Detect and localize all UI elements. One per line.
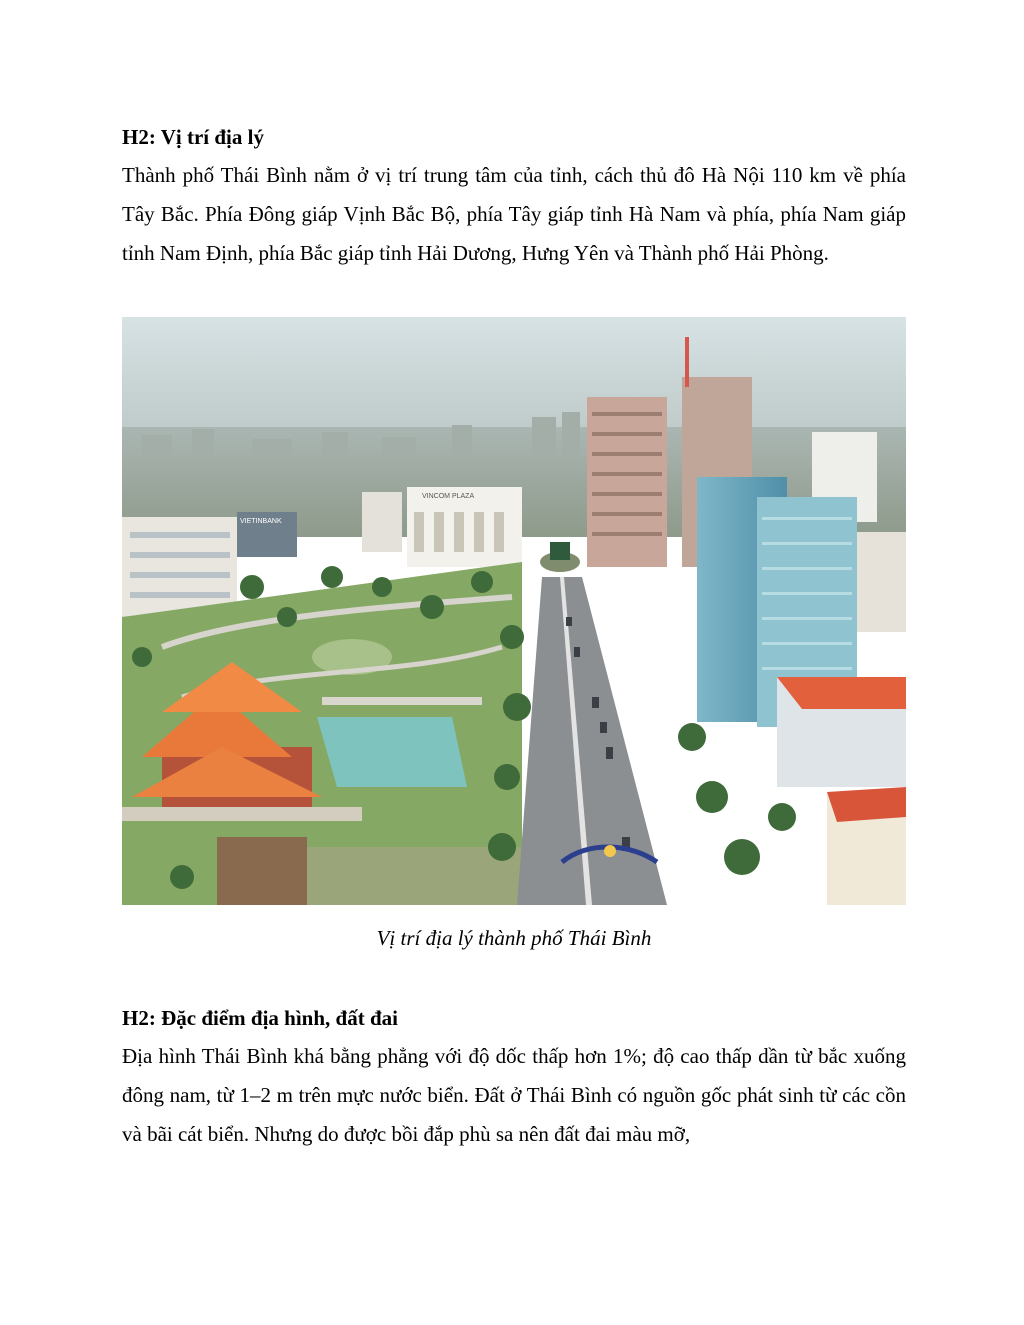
section-terrain [122, 999, 906, 1154]
paragraph-location: Thành phố Thái Bình nằm ở vị trí trung tâm của tỉnh, cách thủ đô Hà Nội 110 km về phía Tây Bắc. Phía Đông giáp Vịnh Bắc Bộ, phía Tây giáp tỉnh Hà Nam và phía, phía Nam giáp tỉnh Nam Định, phía Bắc giáp tỉnh Hải Dương, Hưng Yên và Thành phố Hải Phòng. [122, 163, 906, 265]
section-heading-terrain: H2: Đặc điểm địa hình, đất đai [122, 1006, 398, 1030]
figure-caption: Vị trí địa lý thành phố Thái Bình [376, 926, 652, 950]
mall-sign: VINCOM PLAZA [422, 493, 475, 500]
bank-sign: VIETINBANK [240, 518, 282, 525]
paragraph-terrain: Địa hình Thái Bình khá bằng phẳng với độ dốc thấp hơn 1%; độ cao thấp dần từ bắc xuống đông nam, từ 1–2 m trên mực nước biển. Đất ở Thái Bình có nguồn gốc phát sinh từ các cồn và bãi cát biển. Nhưng do được bồi đắp phù sa nên đất đai màu mỡ, [122, 1044, 906, 1146]
section-heading-location: H2: Vị trí địa lý [122, 125, 264, 149]
document-page [122, 118, 906, 1154]
city-aerial-photo [122, 317, 906, 905]
